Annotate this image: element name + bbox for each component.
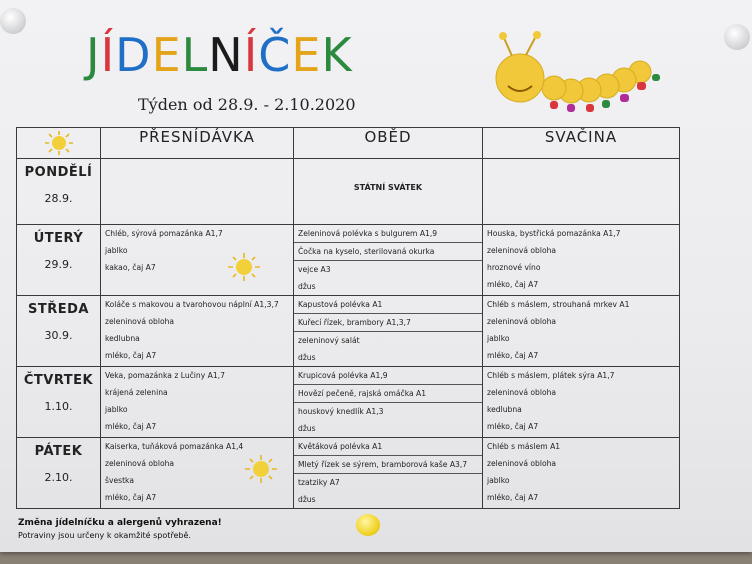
table-row — [17, 438, 680, 509]
menu-item: Kaiserka, tuňáková pomazánka A1,4 — [105, 442, 244, 451]
meal-cell-snack — [101, 296, 294, 367]
menu-item: džus — [298, 495, 316, 504]
day-cell — [17, 367, 101, 438]
menu-item: zeleninová obloha — [487, 246, 557, 255]
menu-item: mléko, čaj A7 — [105, 493, 157, 502]
menu-item: houskový knedlík A1,3 — [298, 407, 384, 416]
menu-item: mléko, čaj A7 — [487, 493, 539, 502]
sun-icon — [243, 454, 279, 484]
day-cell — [17, 225, 101, 296]
title-letter: E — [151, 28, 182, 82]
day-date: 2.10. — [44, 471, 73, 484]
page-title — [86, 28, 353, 82]
day-name: PÁTEK — [34, 444, 83, 459]
day-name: ÚTERÝ — [33, 231, 84, 246]
title-letter: Í — [243, 28, 259, 82]
title-letter: J — [86, 28, 101, 82]
meal-cell-snack — [101, 225, 294, 296]
menu-item: jablko — [105, 405, 128, 414]
menu-item: mléko, čaj A7 — [487, 351, 539, 360]
title-letter: N — [208, 28, 244, 82]
menu-item: mléko, čaj A7 — [105, 422, 157, 431]
footer-note: Potraviny jsou určeny k okamžité spotřebě. — [18, 531, 191, 540]
menu-item: hroznové víno — [487, 263, 541, 272]
menu-item: Chléb s máslem, plátek sýra A1,7 — [487, 371, 615, 380]
menu-item: Chléb s máslem A1 — [487, 442, 561, 451]
footer-notice: Změna jídelníčku a alergenů vyhrazena! — [18, 518, 222, 528]
menu-item: mléko, čaj A7 — [105, 351, 157, 360]
menu-item: mléko, čaj A7 — [487, 422, 539, 431]
table-row — [17, 225, 680, 296]
menu-item: kedlubna — [105, 334, 140, 343]
day-cell — [17, 296, 101, 367]
menu-item: Krupicová polévka A1,9 — [294, 367, 482, 385]
meal-cell-lunch — [294, 296, 483, 367]
week-range: Týden od 28.9. - 2.10.2020 — [138, 95, 356, 114]
title-letter: Č — [258, 28, 292, 82]
menu-item: Květáková polévka A1 — [294, 438, 482, 456]
title-letter: E — [291, 28, 322, 82]
menu-item: Kuřecí řízek, brambory A1,3,7 — [294, 314, 482, 332]
meal-cell-lunch — [294, 438, 483, 509]
pushpin-icon — [0, 8, 26, 34]
menu-item: džus — [298, 424, 316, 433]
menu-item: zeleninová obloha — [487, 317, 557, 326]
title-letter: K — [321, 28, 353, 82]
meal-cell-afternoon — [483, 296, 680, 367]
meal-cell-lunch — [294, 367, 483, 438]
day-date: 1.10. — [44, 400, 73, 413]
day-cell — [17, 438, 101, 509]
day-name: ČTVRTEK — [23, 373, 94, 388]
menu-item: zeleninová obloha — [105, 459, 175, 468]
menu-item: džus — [298, 353, 316, 362]
menu-item: tzatziky A7 — [298, 478, 340, 487]
menu-item: jablko — [487, 334, 510, 343]
holiday-label: STÁTNÍ SVÁTEK — [353, 183, 423, 192]
menu-item: Chléb, sýrová pomazánka A1,7 — [105, 229, 223, 238]
menu-table — [16, 127, 680, 509]
meal-cell-lunch — [294, 225, 483, 296]
meal-cell-afternoon — [483, 159, 680, 225]
pushpin-icon — [724, 24, 750, 50]
day-name: STŘEDA — [28, 302, 89, 317]
meal-cell-afternoon — [483, 367, 680, 438]
table-row — [17, 367, 680, 438]
meal-cell-lunch — [294, 159, 483, 225]
meal-cell-afternoon — [483, 225, 680, 296]
corner-cell — [17, 128, 101, 159]
menu-item: zeleninová obloha — [487, 388, 557, 397]
menu-item: Kapustová polévka A1 — [294, 296, 482, 314]
menu-item: kedlubna — [487, 405, 522, 414]
day-date: 28.9. — [44, 192, 73, 205]
title-letter: L — [181, 28, 209, 82]
menu-item: jablko — [487, 476, 510, 485]
menu-item: Mletý řízek se sýrem, bramborová kaše A3,7 — [294, 456, 482, 474]
menu-item: Čočka na kyselo, sterilovaná okurka — [294, 243, 482, 261]
menu-item: zeleninový salát — [298, 336, 360, 345]
meal-cell-snack — [101, 367, 294, 438]
menu-item: vejce A3 — [298, 265, 331, 274]
menu-item: Chléb s máslem, strouhaná mrkev A1 — [487, 300, 630, 309]
title-letter: Í — [100, 28, 116, 82]
menu-item: zeleninová obloha — [105, 317, 175, 326]
pushpin-icon — [356, 514, 380, 536]
sun-icon — [42, 130, 76, 156]
header-snack: PŘESNÍDÁVKA — [101, 128, 294, 159]
header-lunch: OBĚD — [294, 128, 483, 159]
day-name: PONDĚLÍ — [24, 165, 93, 180]
menu-item: švestka — [105, 476, 134, 485]
menu-item: Hovězí pečeně, rajská omáčka A1 — [294, 385, 482, 403]
table-row — [17, 296, 680, 367]
meal-cell-afternoon — [483, 438, 680, 509]
menu-item: mléko, čaj A7 — [487, 280, 539, 289]
menu-item: zeleninová obloha — [487, 459, 557, 468]
caterpillar-icon — [490, 28, 670, 120]
menu-item: Houska, bystřická pomazánka A1,7 — [487, 229, 621, 238]
menu-item: jablko — [105, 246, 128, 255]
menu-item: Koláče s makovou a tvarohovou náplní A1,3,7 — [105, 300, 279, 309]
header-afternoon: SVAČINA — [483, 128, 680, 159]
menu-item: džus — [298, 282, 316, 291]
day-date: 30.9. — [44, 329, 73, 342]
day-date: 29.9. — [44, 258, 73, 271]
menu-item: Zeleninová polévka s bulgurem A1,9 — [294, 225, 482, 243]
menu-item: Veka, pomazánka z Lučiny A1,7 — [105, 371, 225, 380]
menu-item: krájená zelenina — [105, 388, 168, 397]
meal-cell-snack — [101, 159, 294, 225]
sun-icon — [226, 252, 262, 282]
table-row — [17, 159, 680, 225]
menu-item: kakao, čaj A7 — [105, 263, 156, 272]
title-letter: D — [115, 28, 152, 82]
day-cell — [17, 159, 101, 225]
